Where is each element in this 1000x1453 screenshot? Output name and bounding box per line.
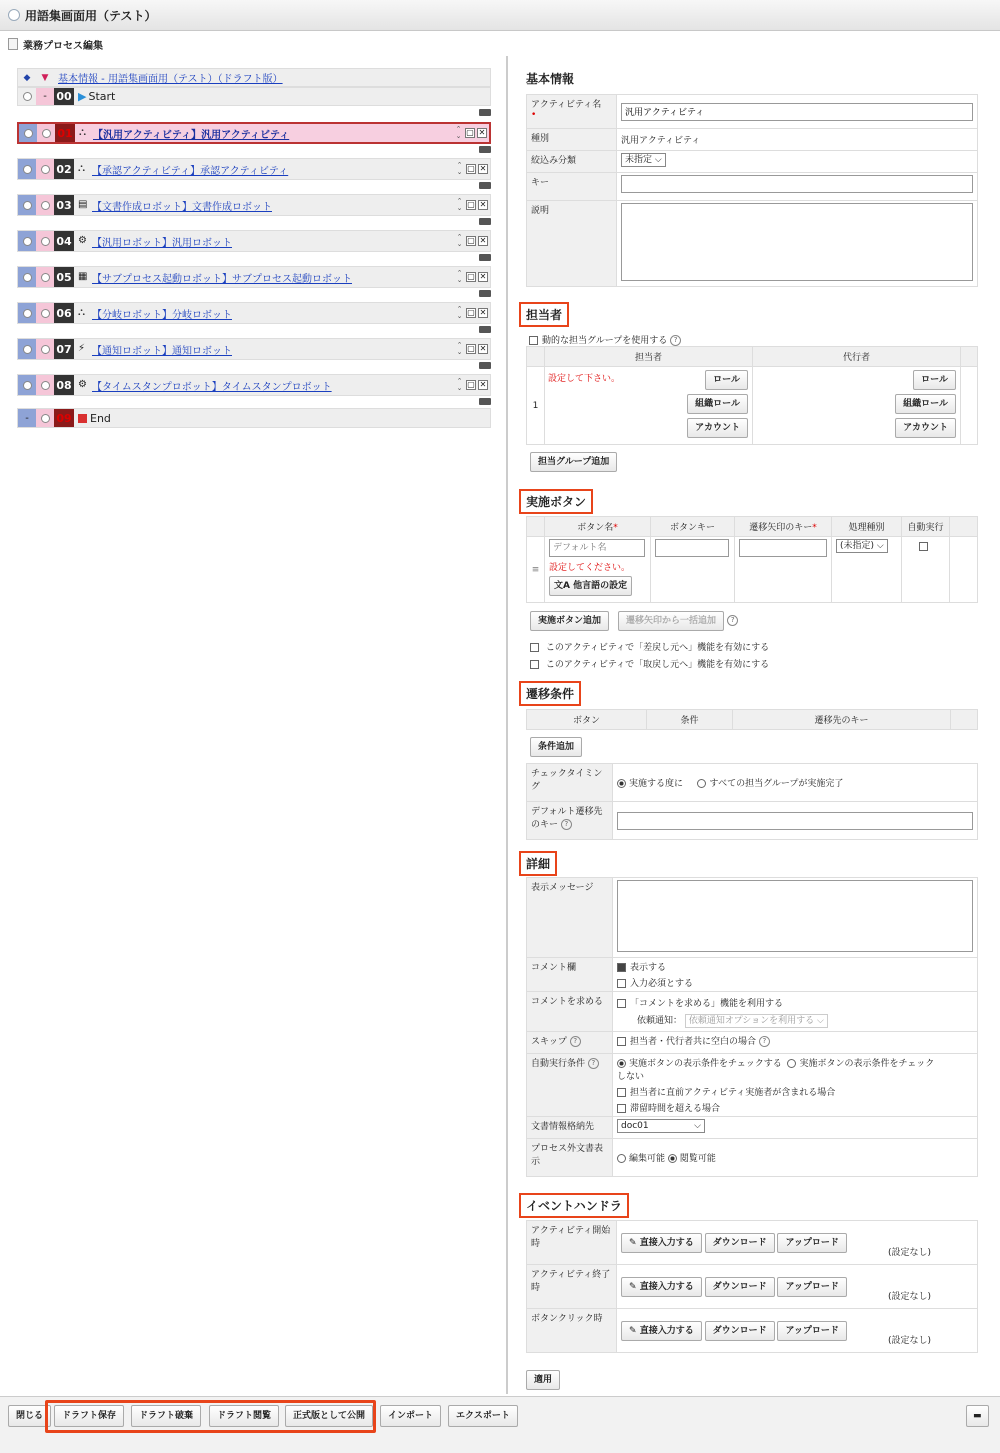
activity-radio-from[interactable] <box>23 201 32 210</box>
col-process-type: 処理種別 <box>832 517 902 537</box>
activity-link[interactable]: 【サブプロセス起動ロボット】サブプロセス起動ロボット <box>92 273 352 285</box>
download-button[interactable]: ダウンロード <box>705 1277 775 1297</box>
skip-label: スキップ <box>531 1037 567 1047</box>
copy-icon[interactable]: ▢ <box>467 308 475 317</box>
deputy-org-role-button[interactable]: 組織ロール <box>895 394 956 414</box>
transition-settings-table <box>526 763 978 840</box>
download-button[interactable]: ダウンロード <box>705 1233 775 1253</box>
activity-num: 05 <box>54 267 74 287</box>
add-button-button[interactable]: 実施ボタン追加 <box>530 611 609 631</box>
assignee-role-button[interactable]: ロール <box>705 370 748 390</box>
activity-radio-from[interactable] <box>23 273 32 282</box>
external-edit-radio[interactable] <box>617 1154 626 1163</box>
bulk-add-button[interactable]: 遷移矢印から一括追加 <box>618 611 724 631</box>
activity-radio-from[interactable] <box>24 129 33 138</box>
help-icon[interactable]: ? <box>561 819 572 830</box>
comment-show-label: 表示する <box>630 963 667 973</box>
assignee-row-num: 1 <box>527 367 545 445</box>
auto-radio-nocheck[interactable] <box>787 1059 796 1068</box>
end-num: 09 <box>54 409 74 427</box>
direct-input-button[interactable]: ✎ 直接入力する <box>621 1233 702 1253</box>
col-button-name: ボタン名 <box>577 523 614 533</box>
comment-label: コメント欄 <box>527 958 613 992</box>
message-label: 表示メッセージ <box>527 878 613 958</box>
comment-required-label: 入力必須とする <box>630 979 694 989</box>
deputy-account-button[interactable]: アカウント <box>895 418 956 438</box>
properties-pane <box>510 56 1000 1394</box>
auto-run-checkbox[interactable] <box>919 542 928 551</box>
notify-label: 依頼通知： <box>637 1016 683 1026</box>
activity-row[interactable] <box>17 158 491 180</box>
detail-title: 詳細 <box>519 851 557 876</box>
arrow-key-input[interactable] <box>739 539 827 557</box>
delete-arrow-icon[interactable] <box>479 254 491 261</box>
activity-radio-to[interactable] <box>41 165 50 174</box>
button-name-error: 設定してください。 <box>549 563 631 573</box>
delete-icon[interactable]: ✕ <box>479 200 487 209</box>
filter-select[interactable]: 未指定 ⌵ <box>621 153 666 167</box>
auto-chk1-label: 担当者に直前アクティビティ実施者が含まれる場合 <box>630 1088 836 1098</box>
copy-icon[interactable]: ▢ <box>467 344 475 353</box>
activity-radio-to[interactable] <box>41 381 50 390</box>
activity-link[interactable]: 【汎用アクティビティ】汎用アクティビティ <box>93 129 290 141</box>
event-status: (設定なし) <box>887 1336 931 1346</box>
activity-row[interactable] <box>17 122 491 144</box>
col-condition: 条件 <box>647 710 733 730</box>
move-updown-icon[interactable]: ⌃ ⌄ <box>456 161 463 176</box>
col-assignee: 担当者 <box>545 347 753 367</box>
print-icon[interactable]: ▬ <box>966 1405 989 1427</box>
move-updown-icon[interactable]: ⌃ ⌄ <box>456 341 463 356</box>
help-icon[interactable]: ? <box>570 1036 581 1047</box>
auto-overdue-checkbox[interactable] <box>617 1104 626 1113</box>
key-label: キー <box>527 173 617 201</box>
copy-icon[interactable]: ▢ <box>467 272 475 281</box>
edit-icon: ✎ <box>629 1325 637 1336</box>
activity-type-icon: ⚙ <box>78 379 87 390</box>
activity-link[interactable]: 【承認アクティビティ】承認アクティビティ <box>92 165 289 177</box>
col-deputy: 代行者 <box>753 347 961 367</box>
type-label: 種別 <box>527 129 617 151</box>
skip-checkbox[interactable] <box>617 1037 626 1046</box>
add-group-button[interactable]: 担当グループ追加 <box>530 452 617 472</box>
auto-condition-label: 自動実行条件 <box>531 1059 586 1069</box>
delete-arrow-icon[interactable] <box>479 218 491 225</box>
assignee-error: 設定して下さい。 <box>548 374 621 384</box>
activity-name-input[interactable] <box>621 103 973 121</box>
start-label: Start <box>88 90 116 103</box>
col-arrow-key: 遷移矢印のキー <box>749 523 813 533</box>
request-comment-use-label: 「コメントを求める」機能を利用する <box>630 999 784 1009</box>
activity-type-icon: ▤ <box>78 199 88 210</box>
detail-table <box>526 877 978 1177</box>
highlight-frame <box>45 1400 376 1433</box>
move-updown-icon[interactable]: ⌃ ⌄ <box>456 269 463 284</box>
discard-draft-button[interactable]: ドラフト破棄 <box>131 1405 201 1427</box>
activity-radio-to[interactable] <box>41 273 50 282</box>
delete-icon[interactable]: ✕ <box>479 164 487 173</box>
activity-type-icon: ⚙ <box>78 235 87 246</box>
dynamic-group-label: 動的な担当グループを使用する <box>542 336 668 346</box>
activity-link[interactable]: 【通知ロボット】通知ロボット <box>92 345 232 357</box>
activity-num: 06 <box>54 303 74 323</box>
pullback-checkbox[interactable] <box>530 660 539 669</box>
view-draft-button[interactable]: ドラフト閲覧 <box>209 1405 279 1427</box>
start-num: 00 <box>54 88 74 105</box>
transition-title: 遷移条件 <box>519 681 581 706</box>
timing-label: チェックタイミング <box>527 764 613 802</box>
timing-opt2-label: すべての担当グループが実施完了 <box>709 779 844 789</box>
page-subtitle: 業務プロセス編集 <box>23 40 103 52</box>
events-table <box>526 1220 978 1353</box>
external-view-radio[interactable] <box>668 1154 677 1163</box>
start-dash: - <box>36 88 54 105</box>
key-input[interactable] <box>621 175 973 193</box>
delete-icon[interactable]: ✕ <box>479 380 487 389</box>
buttons-table: ボタン名* ボタンキー 遷移矢印のキー* 処理種別 自動実行 ≡ デフォルト名 設定してください。 文A 他言語の設定 (未指定) ⌵ <box>526 516 978 603</box>
request-comment-label: コメントを求める <box>527 992 613 1032</box>
activity-row[interactable] <box>17 230 491 252</box>
window-title: 用語集画面用（テスト） <box>25 8 157 23</box>
activity-type-icon: ⛬ <box>78 163 85 174</box>
stop-icon <box>78 414 87 423</box>
move-updown-icon[interactable]: ⌃ ⌄ <box>456 197 463 212</box>
activity-num: 02 <box>54 159 74 179</box>
activity-num: 04 <box>54 231 74 251</box>
assignee-org-role-button[interactable]: 組織ロール <box>687 394 748 414</box>
move-updown-icon[interactable]: ⌃ ⌄ <box>456 233 463 248</box>
end-radio[interactable] <box>41 414 50 423</box>
upload-button[interactable]: アップロード <box>777 1277 846 1297</box>
translate-icon: 文A <box>554 581 570 591</box>
apply-button[interactable]: 適用 <box>526 1370 560 1390</box>
event-label: ボタンクリック時 <box>527 1309 617 1353</box>
sort-up-icon[interactable]: ◆ <box>18 69 36 86</box>
doc-storage-select[interactable]: doc01 ⌵ <box>617 1119 705 1133</box>
activity-radio-to[interactable] <box>41 309 50 318</box>
sort-down-icon[interactable]: ▼ <box>36 69 54 86</box>
language-button[interactable]: 文A 他言語の設定 <box>549 576 632 596</box>
external-doc-label: プロセス外文書表示 <box>527 1139 613 1177</box>
download-button[interactable]: ダウンロード <box>705 1321 775 1341</box>
activity-link[interactable]: 【文書作成ロボット】文書作成ロボット <box>92 201 272 213</box>
activity-radio-to[interactable] <box>41 201 50 210</box>
events-title: イベントハンドラ <box>519 1193 629 1218</box>
type-value: 汎用アクティビティ <box>617 129 978 151</box>
col-auto-run: 自動実行 <box>902 517 950 537</box>
button-key-input[interactable] <box>655 539 729 557</box>
delete-arrow-icon[interactable] <box>479 290 491 297</box>
auto-prev-checkbox[interactable] <box>617 1088 626 1097</box>
timing-opt1-label: 実施する度に <box>629 779 684 789</box>
page-header <box>0 33 1000 55</box>
default-target-label: デフォルト遷移先のキー <box>531 807 603 830</box>
help-icon[interactable]: ? <box>670 335 681 346</box>
upload-button[interactable]: アップロード <box>777 1233 846 1253</box>
event-label: アクティビティ開始時 <box>527 1221 617 1265</box>
filter-label: 絞込み分類 <box>527 151 617 173</box>
event-label: アクティビティ終了時 <box>527 1265 617 1309</box>
help-icon[interactable]: ? <box>588 1058 599 1069</box>
activity-link[interactable]: 【分岐ロボット】分岐ロボット <box>92 309 232 321</box>
app-icon <box>8 9 20 21</box>
copy-icon[interactable]: ▢ <box>466 128 474 137</box>
dynamic-group-checkbox[interactable] <box>529 336 538 345</box>
auto-radio-check[interactable] <box>617 1059 626 1068</box>
export-button[interactable]: エクスポート <box>448 1405 518 1427</box>
activity-radio-from[interactable] <box>23 381 32 390</box>
copy-icon[interactable]: ▢ <box>467 380 475 389</box>
pullback-label: このアクティビティで「取戻し元へ」機能を有効にする <box>545 660 770 670</box>
end-row <box>17 408 491 428</box>
activity-row[interactable] <box>17 302 491 324</box>
activity-link[interactable]: 【タイムスタンプロボット】タイムスタンプロボット <box>92 381 332 393</box>
delete-arrow-icon[interactable] <box>479 182 491 189</box>
activity-row[interactable] <box>17 374 491 396</box>
copy-icon[interactable]: ▢ <box>467 200 475 209</box>
activity-radio-from[interactable] <box>23 165 32 174</box>
auto-opt2a-label: 実施ボタンの表示条件をチェック <box>799 1059 935 1069</box>
edit-icon: ✎ <box>629 1281 637 1292</box>
direct-input-button[interactable]: ✎ 直接入力する <box>621 1321 702 1341</box>
basic-info-table: アクティビティ名 • 汎用アクティビティ 種別 汎用アクティビティ 絞込み分類 未指定 ⌵ キー 説明 <box>526 94 978 287</box>
publish-button[interactable]: 正式版として公開 <box>285 1405 373 1427</box>
process-list-pane <box>0 56 508 1394</box>
document-icon <box>8 38 18 50</box>
deputy-role-button[interactable]: ロール <box>913 370 956 390</box>
sendback-checkbox[interactable] <box>530 643 539 652</box>
end-dash: - <box>18 409 36 427</box>
import-button[interactable]: インポート <box>380 1405 441 1427</box>
skip-opt-label: 担当者・代行者共に空白の場合 <box>630 1037 757 1047</box>
message-textarea[interactable] <box>617 880 973 952</box>
comment-required-checkbox[interactable] <box>617 979 626 988</box>
start-radio-1[interactable] <box>23 92 32 101</box>
timing-radio-all[interactable] <box>697 779 706 788</box>
edit-icon: ✎ <box>629 1237 637 1248</box>
col-button-key: ボタンキー <box>651 517 735 537</box>
auto-chk2-label: 滞留時間を超える場合 <box>630 1104 721 1114</box>
activity-row[interactable] <box>17 266 491 288</box>
activity-radio-to[interactable] <box>42 129 51 138</box>
end-label: End <box>90 411 111 425</box>
delete-arrow-icon[interactable] <box>479 398 491 405</box>
delete-arrow-icon[interactable] <box>479 109 491 116</box>
save-draft-button[interactable]: ドラフト保存 <box>54 1405 124 1427</box>
activity-row[interactable] <box>17 194 491 216</box>
col-target-key: 遷移先のキー <box>733 710 951 730</box>
move-updown-icon[interactable]: ⌃ ⌄ <box>455 125 462 140</box>
activity-num: 07 <box>54 339 74 359</box>
activity-num: 03 <box>54 195 74 215</box>
add-condition-button[interactable]: 条件追加 <box>530 737 582 757</box>
delete-icon[interactable]: ✕ <box>479 344 487 353</box>
delete-icon[interactable]: ✕ <box>479 272 487 281</box>
window-titlebar <box>0 0 1000 31</box>
delete-arrow-icon[interactable] <box>479 362 491 369</box>
description-textarea[interactable] <box>621 203 973 281</box>
delete-icon[interactable]: ✕ <box>478 128 486 137</box>
external-edit-label: 編集可能 <box>629 1154 666 1164</box>
default-target-input[interactable] <box>617 812 973 830</box>
activity-type-icon: ⚡ <box>78 343 86 354</box>
activity-radio-to[interactable] <box>41 237 50 246</box>
event-status: (設定なし) <box>887 1248 931 1258</box>
col-button: ボタン <box>527 710 647 730</box>
direct-input-button[interactable]: ✎ 直接入力する <box>621 1277 702 1297</box>
external-view-label: 閲覧可能 <box>679 1154 716 1164</box>
activity-name-label: アクティビティ名 <box>531 100 602 110</box>
basic-info-title: 基本情報 <box>526 72 575 86</box>
comment-show-checkbox[interactable] <box>617 963 626 972</box>
button-name-input[interactable] <box>549 539 645 557</box>
timing-radio-each[interactable] <box>617 779 626 788</box>
doc-storage-label: 文書情報格納先 <box>527 1117 613 1139</box>
process-info-link[interactable]: 基本情報 - 用語集画面用（テスト）（ドラフト版） <box>58 74 283 85</box>
delete-icon[interactable]: ✕ <box>479 308 487 317</box>
copy-icon[interactable]: ▢ <box>467 236 475 245</box>
sendback-label: このアクティビティで「差戻し元へ」機能を有効にする <box>545 643 770 653</box>
help-icon[interactable]: ? <box>727 615 738 626</box>
activity-radio-from[interactable] <box>23 309 32 318</box>
move-updown-icon[interactable]: ⌃ ⌄ <box>456 377 463 392</box>
activity-type-icon: ⛬ <box>78 307 85 318</box>
activity-radio-from[interactable] <box>23 345 32 354</box>
description-label: 説明 <box>527 201 617 287</box>
notify-select[interactable]: 依頼通知オプションを利用する ⌵ <box>685 1014 828 1028</box>
help-icon[interactable]: ? <box>759 1036 770 1047</box>
delete-arrow-icon[interactable] <box>479 146 491 153</box>
assignee-table <box>526 346 978 445</box>
event-status: (設定なし) <box>887 1292 931 1302</box>
process-type-select[interactable]: (未指定) ⌵ <box>836 539 888 553</box>
activity-type-icon: ▦ <box>78 271 88 282</box>
buttons-title: 実施ボタン <box>519 489 593 514</box>
assignee-account-button[interactable]: アカウント <box>687 418 748 438</box>
transition-table <box>526 709 978 730</box>
activity-type-icon: ⛬ <box>79 127 86 138</box>
upload-button[interactable]: アップロード <box>777 1321 846 1341</box>
auto-opt2b-label: しない <box>617 1072 645 1082</box>
activity-num: 08 <box>54 375 74 395</box>
close-button[interactable]: 閉じる <box>8 1405 51 1427</box>
copy-icon[interactable]: ▢ <box>467 164 475 173</box>
play-icon: ▶ <box>78 90 87 103</box>
activity-num: 01 <box>55 124 75 142</box>
activity-radio-to[interactable] <box>41 345 50 354</box>
activity-radio-from[interactable] <box>23 237 32 246</box>
delete-arrow-icon[interactable] <box>479 326 491 333</box>
delete-icon[interactable]: ✕ <box>479 236 487 245</box>
request-comment-checkbox[interactable] <box>617 999 626 1008</box>
process-header-row <box>17 68 491 87</box>
drag-handle-icon[interactable]: ≡ <box>527 537 545 603</box>
activity-link[interactable]: 【汎用ロボット】汎用ロボット <box>92 237 232 249</box>
auto-opt1-label: 実施ボタンの表示条件をチェックする <box>629 1059 782 1069</box>
activity-row[interactable] <box>17 338 491 360</box>
start-row <box>17 87 491 106</box>
move-updown-icon[interactable]: ⌃ ⌄ <box>456 305 463 320</box>
assignee-title: 担当者 <box>519 302 569 327</box>
